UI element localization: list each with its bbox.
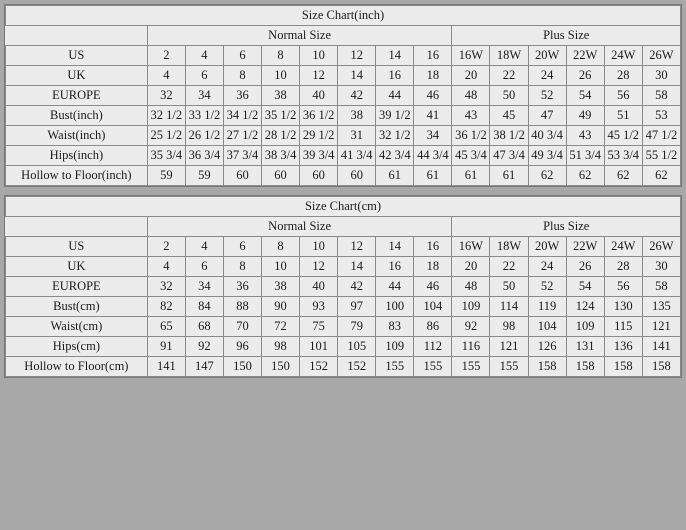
cell: 20 — [452, 66, 490, 86]
cell: 24 — [528, 66, 566, 86]
cell: 105 — [338, 337, 376, 357]
cell: 53 — [642, 106, 680, 126]
cell: 38 3/4 — [262, 146, 300, 166]
cell: 48 — [452, 86, 490, 106]
cell: 45 — [490, 106, 528, 126]
cell: 116 — [452, 337, 490, 357]
cell: 14 — [338, 257, 376, 277]
table-row — [6, 86, 681, 106]
cell: 18W — [490, 46, 528, 66]
cell: 47 3/4 — [490, 146, 528, 166]
cell: 18 — [414, 257, 452, 277]
size-chart-cm-table — [5, 196, 681, 377]
cell: 56 — [604, 86, 642, 106]
cell: 29 1/2 — [300, 126, 338, 146]
cell: 98 — [262, 337, 300, 357]
cell: 54 — [566, 86, 604, 106]
cell: 16 — [376, 66, 414, 86]
row-label: EUROPE — [6, 277, 148, 297]
cell: 92 — [452, 317, 490, 337]
cell: 36 — [223, 277, 261, 297]
row-label: US — [6, 46, 148, 66]
cell: 70 — [223, 317, 261, 337]
cell: 45 1/2 — [604, 126, 642, 146]
cell: 36 3/4 — [185, 146, 223, 166]
row-label: Hips(inch) — [6, 146, 148, 166]
cell: 34 — [414, 126, 452, 146]
cell: 32 1/2 — [147, 106, 185, 126]
cell: 51 — [604, 106, 642, 126]
cell: 121 — [490, 337, 528, 357]
cell: 42 — [338, 86, 376, 106]
table-row — [6, 257, 681, 277]
cell: 158 — [566, 357, 604, 377]
cell: 4 — [185, 46, 223, 66]
cell: 28 — [604, 66, 642, 86]
cell: 124 — [566, 297, 604, 317]
row-label: Hollow to Floor(inch) — [6, 166, 148, 186]
title-row — [6, 6, 681, 26]
cell: 34 — [185, 277, 223, 297]
row-label: Bust(inch) — [6, 106, 148, 126]
cell: 68 — [185, 317, 223, 337]
cell: 42 — [338, 277, 376, 297]
cell: 2 — [147, 237, 185, 257]
cell: 44 — [376, 277, 414, 297]
cell: 60 — [338, 166, 376, 186]
cell: 12 — [300, 257, 338, 277]
cell: 54 — [566, 277, 604, 297]
cell: 61 — [414, 166, 452, 186]
cell: 20 — [452, 257, 490, 277]
cell: 43 — [566, 126, 604, 146]
cell: 16 — [376, 257, 414, 277]
cell: 158 — [528, 357, 566, 377]
cell: 6 — [223, 237, 261, 257]
cell: 75 — [300, 317, 338, 337]
cell: 14 — [376, 46, 414, 66]
row-label: Hollow to Floor(cm) — [6, 357, 148, 377]
row-label: EUROPE — [6, 86, 148, 106]
cell: 65 — [147, 317, 185, 337]
cell: 115 — [604, 317, 642, 337]
cell: 150 — [262, 357, 300, 377]
cell: 147 — [185, 357, 223, 377]
cell: 98 — [490, 317, 528, 337]
table-row — [6, 46, 681, 66]
table-row — [6, 237, 681, 257]
cell: 37 3/4 — [223, 146, 261, 166]
cell: 42 3/4 — [376, 146, 414, 166]
cell: 46 — [414, 277, 452, 297]
row-label: Waist(cm) — [6, 317, 148, 337]
row-label: UK — [6, 257, 148, 277]
cell: 131 — [566, 337, 604, 357]
cell: 32 1/2 — [376, 126, 414, 146]
cell: 100 — [376, 297, 414, 317]
cell: 18 — [414, 66, 452, 86]
cell: 135 — [642, 297, 680, 317]
cell: 41 3/4 — [338, 146, 376, 166]
cell: 4 — [147, 257, 185, 277]
cell: 121 — [642, 317, 680, 337]
cell: 47 1/2 — [642, 126, 680, 146]
cell: 88 — [223, 297, 261, 317]
table-row — [6, 317, 681, 337]
row-label: Bust(cm) — [6, 297, 148, 317]
cell: 44 — [376, 86, 414, 106]
cell: 62 — [642, 166, 680, 186]
cell: 8 — [262, 46, 300, 66]
cell: 155 — [490, 357, 528, 377]
cell: 8 — [262, 237, 300, 257]
cell: 34 — [185, 86, 223, 106]
cell: 38 1/2 — [490, 126, 528, 146]
cell: 8 — [223, 257, 261, 277]
size-chart-inch-table — [5, 5, 681, 186]
cell: 62 — [566, 166, 604, 186]
cell: 79 — [338, 317, 376, 337]
cell: 51 3/4 — [566, 146, 604, 166]
cell: 10 — [262, 66, 300, 86]
cell: 93 — [300, 297, 338, 317]
cell: 39 1/2 — [376, 106, 414, 126]
cell: 35 3/4 — [147, 146, 185, 166]
cell: 22W — [566, 237, 604, 257]
cell: 104 — [414, 297, 452, 317]
cell: 14 — [376, 237, 414, 257]
cell: 39 3/4 — [300, 146, 338, 166]
cell: 30 — [642, 66, 680, 86]
chart-title: Size Chart(cm) — [6, 197, 681, 217]
row-label: UK — [6, 66, 148, 86]
size-chart-inch — [4, 4, 682, 187]
cell: 16W — [452, 46, 490, 66]
cell: 26W — [642, 237, 680, 257]
cell: 22W — [566, 46, 604, 66]
cell: 12 — [338, 237, 376, 257]
cell: 47 — [528, 106, 566, 126]
table-row — [6, 337, 681, 357]
cell: 22 — [490, 257, 528, 277]
cell: 22 — [490, 66, 528, 86]
cell: 112 — [414, 337, 452, 357]
size-chart-inch-body — [6, 6, 681, 186]
cell: 155 — [414, 357, 452, 377]
cell: 28 — [604, 257, 642, 277]
cell: 38 — [262, 277, 300, 297]
cell: 60 — [300, 166, 338, 186]
cell: 16 — [414, 46, 452, 66]
cell: 58 — [642, 86, 680, 106]
table-row — [6, 146, 681, 166]
cell: 36 — [223, 86, 261, 106]
cell: 49 3/4 — [528, 146, 566, 166]
cell: 26 1/2 — [185, 126, 223, 146]
cell: 25 1/2 — [147, 126, 185, 146]
cell: 2 — [147, 46, 185, 66]
cell: 114 — [490, 297, 528, 317]
cell: 36 1/2 — [300, 106, 338, 126]
table-row — [6, 126, 681, 146]
cell: 91 — [147, 337, 185, 357]
cell: 59 — [147, 166, 185, 186]
cell: 46 — [414, 86, 452, 106]
cell: 104 — [528, 317, 566, 337]
cell: 141 — [147, 357, 185, 377]
cell: 109 — [376, 337, 414, 357]
cell: 82 — [147, 297, 185, 317]
cell: 40 — [300, 86, 338, 106]
cell: 136 — [604, 337, 642, 357]
table-row — [6, 66, 681, 86]
size-chart-cm-body — [6, 197, 681, 377]
group-header-plus: Plus Size — [452, 26, 681, 46]
cell: 26W — [642, 46, 680, 66]
cell: 12 — [300, 66, 338, 86]
cell: 60 — [223, 166, 261, 186]
cell: 61 — [490, 166, 528, 186]
cell: 6 — [185, 66, 223, 86]
cell: 72 — [262, 317, 300, 337]
cell: 4 — [185, 237, 223, 257]
cell: 96 — [223, 337, 261, 357]
cell: 6 — [223, 46, 261, 66]
cell: 53 3/4 — [604, 146, 642, 166]
table-row — [6, 277, 681, 297]
table-row — [6, 166, 681, 186]
group-header-row — [6, 217, 681, 237]
cell: 32 — [147, 86, 185, 106]
cell: 55 1/2 — [642, 146, 680, 166]
corner-cell — [6, 26, 148, 46]
cell: 86 — [414, 317, 452, 337]
table-row — [6, 297, 681, 317]
cell: 24W — [604, 237, 642, 257]
cell: 38 — [262, 86, 300, 106]
cell: 38 — [338, 106, 376, 126]
cell: 33 1/2 — [185, 106, 223, 126]
cell: 44 3/4 — [414, 146, 452, 166]
group-header-plus: Plus Size — [452, 217, 681, 237]
group-header-normal: Normal Size — [147, 217, 452, 237]
cell: 141 — [642, 337, 680, 357]
cell: 50 — [490, 277, 528, 297]
cell: 52 — [528, 277, 566, 297]
cell: 158 — [604, 357, 642, 377]
cell: 20W — [528, 237, 566, 257]
cell: 24 — [528, 257, 566, 277]
cell: 18W — [490, 237, 528, 257]
cell: 52 — [528, 86, 566, 106]
cell: 16W — [452, 237, 490, 257]
cell: 101 — [300, 337, 338, 357]
cell: 109 — [566, 317, 604, 337]
cell: 41 — [414, 106, 452, 126]
cell: 90 — [262, 297, 300, 317]
size-chart-cm — [4, 195, 682, 378]
cell: 83 — [376, 317, 414, 337]
cell: 150 — [223, 357, 261, 377]
table-row — [6, 106, 681, 126]
cell: 26 — [566, 257, 604, 277]
cell: 56 — [604, 277, 642, 297]
cell: 10 — [300, 46, 338, 66]
cell: 26 — [566, 66, 604, 86]
cell: 58 — [642, 277, 680, 297]
cell: 43 — [452, 106, 490, 126]
cell: 155 — [452, 357, 490, 377]
cell: 152 — [300, 357, 338, 377]
cell: 35 1/2 — [262, 106, 300, 126]
cell: 36 1/2 — [452, 126, 490, 146]
cell: 155 — [376, 357, 414, 377]
row-label: Waist(inch) — [6, 126, 148, 146]
cell: 62 — [604, 166, 642, 186]
cell: 92 — [185, 337, 223, 357]
cell: 32 — [147, 277, 185, 297]
cell: 109 — [452, 297, 490, 317]
cell: 12 — [338, 46, 376, 66]
cell: 84 — [185, 297, 223, 317]
cell: 126 — [528, 337, 566, 357]
cell: 48 — [452, 277, 490, 297]
cell: 45 3/4 — [452, 146, 490, 166]
cell: 50 — [490, 86, 528, 106]
cell: 8 — [223, 66, 261, 86]
cell: 59 — [185, 166, 223, 186]
cell: 61 — [376, 166, 414, 186]
corner-cell — [6, 217, 148, 237]
cell: 16 — [414, 237, 452, 257]
cell: 97 — [338, 297, 376, 317]
cell: 34 1/2 — [223, 106, 261, 126]
cell: 14 — [338, 66, 376, 86]
cell: 28 1/2 — [262, 126, 300, 146]
cell: 6 — [185, 257, 223, 277]
cell: 10 — [300, 237, 338, 257]
table-row — [6, 357, 681, 377]
cell: 61 — [452, 166, 490, 186]
row-label: Hips(cm) — [6, 337, 148, 357]
cell: 49 — [566, 106, 604, 126]
cell: 60 — [262, 166, 300, 186]
chart-title: Size Chart(inch) — [6, 6, 681, 26]
cell: 10 — [262, 257, 300, 277]
cell: 130 — [604, 297, 642, 317]
row-label: US — [6, 237, 148, 257]
group-header-row — [6, 26, 681, 46]
title-row — [6, 197, 681, 217]
cell: 152 — [338, 357, 376, 377]
cell: 4 — [147, 66, 185, 86]
cell: 119 — [528, 297, 566, 317]
group-header-normal: Normal Size — [147, 26, 452, 46]
cell: 40 — [300, 277, 338, 297]
cell: 24W — [604, 46, 642, 66]
cell: 40 3/4 — [528, 126, 566, 146]
cell: 31 — [338, 126, 376, 146]
cell: 158 — [642, 357, 680, 377]
cell: 27 1/2 — [223, 126, 261, 146]
cell: 30 — [642, 257, 680, 277]
cell: 20W — [528, 46, 566, 66]
cell: 62 — [528, 166, 566, 186]
